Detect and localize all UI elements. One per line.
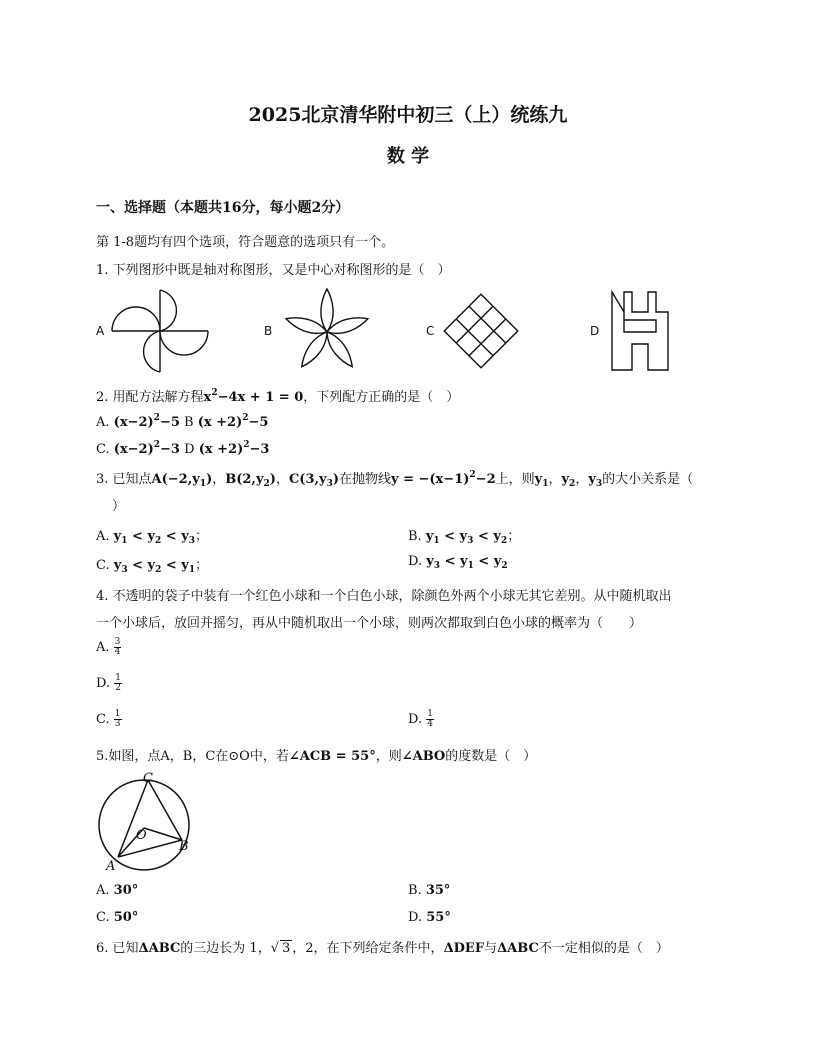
section-instruction: 第 1-8题均有四个选项，符合题意的选项只有一个。 [96, 235, 395, 250]
question-5-option-c: C. 50° [96, 910, 139, 925]
question-3-stem: 3. 已知点$A(-2,y_1)$，$B(2,y_2)$，$C(3,y_3)$在抛物线$y = -(x-1)^2-2$上，则$y_1$，$y_2$，$y_3$的大小关系是（ [96, 470, 694, 489]
point-o-label: O [136, 828, 147, 843]
figure-a-label: A [96, 324, 105, 338]
bracket-shape-figure [610, 292, 670, 372]
point-c-label: C [143, 771, 153, 786]
five-petal-flower-figure [278, 287, 376, 375]
question-2-stem: 2. 用配方法解方程$x^2-4x + 1 = 0$，下列配方正确的是（ ） [96, 388, 460, 405]
question-4-option-a: A. $\frac{3}{4}$ [96, 637, 121, 657]
pinwheel-figure [112, 290, 208, 372]
question-1-stem: 1. 下列图形中既是轴对称图形，又是中心对称图形的是（ ） [96, 263, 451, 278]
question-3-close-paren: ） [112, 499, 126, 514]
section-heading: 一、选择题（本题共16分，每小题2分） [96, 200, 350, 216]
question-2-options-ab: A. $(x-2)^2-5$ B $(x +2)^2-5$ [96, 413, 269, 430]
page-title: 2025北京清华附中初三（上）统练九 [248, 104, 568, 126]
question-2-options-cd: C. $(x-2)^2-3$ D $(x +2)^2-3$ [96, 440, 270, 457]
question-4-option-d: D. $\frac{1}{4}$ [408, 709, 433, 729]
question-5-option-b: B. 35° [408, 883, 451, 898]
point-a-label: A [106, 859, 116, 874]
diamond-grid-figure [442, 292, 520, 370]
question-4-line-1: 4. 不透明的袋子中装有一个红色小球和一个白色小球，除颜色外两个小球无其它差别。从中随机取出 [96, 589, 672, 604]
question-5-option-d: D. 55° [408, 910, 451, 925]
circle-triangle-figure [96, 770, 196, 876]
figure-c-label: C [426, 324, 435, 338]
question-3-option-d: D. $y_3 < y_1 < y_2$ [408, 554, 508, 571]
question-4-line-2: 一个小球后，放回并摇匀，再从中随机取出一个小球，则两次都取到白色小球的概率为（ ） [96, 616, 643, 631]
figure-d-label: D [590, 324, 600, 338]
figure-b-label: B [264, 324, 273, 338]
question-4-option-c: C. $\frac{1}{3}$ [96, 709, 121, 729]
question-3-option-c: C. $y_3 < y_2 < y_1$； [96, 558, 209, 575]
subject-title: 数 学 [386, 146, 430, 167]
point-b-label: B [179, 839, 189, 854]
question-4-option-b: D. $\frac{1}{2}$ [96, 673, 121, 693]
question-3-option-b: B. $y_1 < y_3 < y_2$； [408, 529, 521, 546]
question-5-stem: 5.如图，点A，B，C在⊙O中，若∠ACB = 55°，则∠ABO的度数是（ ） [96, 749, 537, 764]
question-6-stem: 6. 已知ΔABC的三边长为 1，√ 3 ，2，在下列给定条件中，ΔDEF与ΔABC不一定相似的是（ ） [96, 941, 669, 956]
question-3-option-a: A. $y_1 < y_2 < y_3$； [96, 529, 209, 546]
question-5-option-a: A. 30° [96, 883, 139, 898]
